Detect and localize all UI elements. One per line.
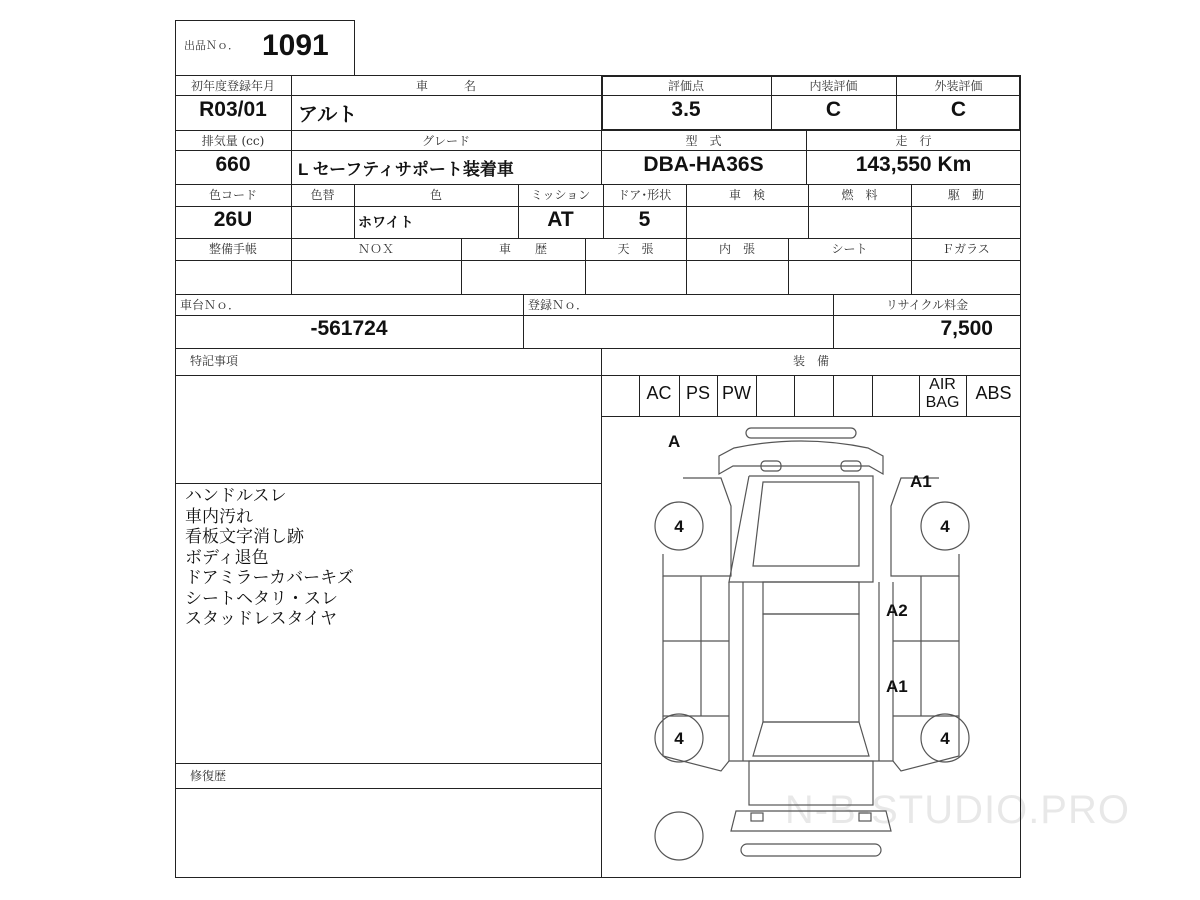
equipment-pw: PW: [722, 383, 751, 403]
repair-history-label: 修復歴: [190, 769, 227, 783]
remark-item: シートヘタリ・スレ: [185, 588, 338, 609]
registration-value: R03/01: [199, 98, 267, 121]
mileage-label: 走 行: [895, 134, 932, 148]
lining-label: 内 張: [718, 242, 755, 256]
doors-value: 5: [638, 208, 651, 231]
registration-number-label: 登録Ｎｏ．: [528, 298, 589, 312]
color-label: 色: [429, 188, 442, 202]
displacement-value: 660: [215, 153, 251, 176]
nox-label: ＮＯＸ: [357, 242, 394, 256]
seat-label: シート: [831, 242, 868, 256]
color-code-label: 色コード: [208, 188, 257, 202]
exterior-label: 外装評価: [934, 79, 983, 93]
doors-label: ドア･形状: [617, 188, 672, 202]
remark-item: スタッドレスタイヤ: [185, 609, 338, 629]
special-notes-label: 特記事項: [190, 354, 239, 368]
grade-label: グレード: [421, 134, 470, 148]
grade-value: L セーフティサポート装着車: [298, 160, 514, 179]
remark-item: 車内汚れ: [185, 506, 253, 527]
mileage-value: 143,550 Km: [855, 153, 972, 176]
remark-item: ドアミラーカバーキズ: [185, 568, 354, 588]
mission-label: ミッション: [530, 188, 591, 202]
service-book-label: 整備手帳: [208, 242, 257, 256]
recolor-label: 色替: [310, 188, 335, 202]
front-glass-label: Ｆガラス: [942, 242, 990, 256]
remarks-list: [185, 486, 595, 630]
score-label: 評価点: [667, 79, 704, 93]
car-name-value: アルト: [298, 104, 358, 126]
exterior-value: C: [950, 98, 967, 121]
displacement-label: 排気量 (cc): [201, 134, 265, 148]
equipment-airbag: AIR BAG: [925, 376, 960, 411]
tire-front-left: 4: [674, 517, 684, 536]
model-label: 型 式: [685, 134, 722, 148]
inspection-label: 車 検: [728, 188, 765, 202]
chassis-value: -561724: [310, 317, 388, 340]
car-name-label: 車 名: [415, 79, 476, 93]
color-value: ホワイト: [358, 214, 414, 230]
score-value: 3.5: [671, 98, 701, 121]
watermark: N-B-STUDIO.PRO: [784, 788, 1130, 832]
damage-mark: A1: [886, 677, 908, 696]
damage-mark: A2: [886, 601, 908, 620]
registration-label: 初年度登録年月: [190, 79, 275, 93]
model-value: DBA-HA36S: [643, 153, 764, 176]
equipment-ac: AC: [646, 383, 672, 403]
equipment-label: 装 備: [792, 354, 829, 368]
remark-item: 看板文字消し跡: [185, 527, 304, 547]
tire-front-right: 4: [940, 517, 950, 536]
damage-mark: A: [668, 432, 681, 451]
vehicle-history-label: 車 歴: [498, 242, 547, 256]
remark-item: ハンドルスレ: [185, 486, 287, 506]
remark-item: ボディ退色: [185, 547, 269, 568]
car-damage-diagram: [601, 416, 1021, 878]
tire-rear-left: 4: [674, 729, 684, 748]
lot-number-label: 出品Ｎｏ．: [184, 39, 239, 52]
interior-label: 内装評価: [809, 79, 858, 93]
equipment-abs: ABS: [975, 383, 1012, 403]
lot-number-box: [175, 20, 355, 76]
color-code-value: 26U: [213, 208, 253, 231]
tire-rear-right: 4: [940, 729, 950, 748]
interior-value: C: [825, 98, 842, 121]
chassis-label: 車台Ｎｏ．: [180, 298, 241, 312]
lot-number: 1091: [262, 29, 329, 62]
equipment-ps: PS: [685, 383, 710, 403]
recycle-fee-value: 7,500: [940, 317, 993, 340]
mission-value: AT: [547, 208, 574, 231]
fuel-label: 燃 料: [841, 188, 878, 202]
drive-label: 駆 動: [947, 188, 984, 202]
roof-label: 天 張: [617, 242, 654, 256]
recycle-fee-label: リサイクル料金: [885, 298, 969, 312]
damage-mark: A1: [910, 472, 932, 491]
